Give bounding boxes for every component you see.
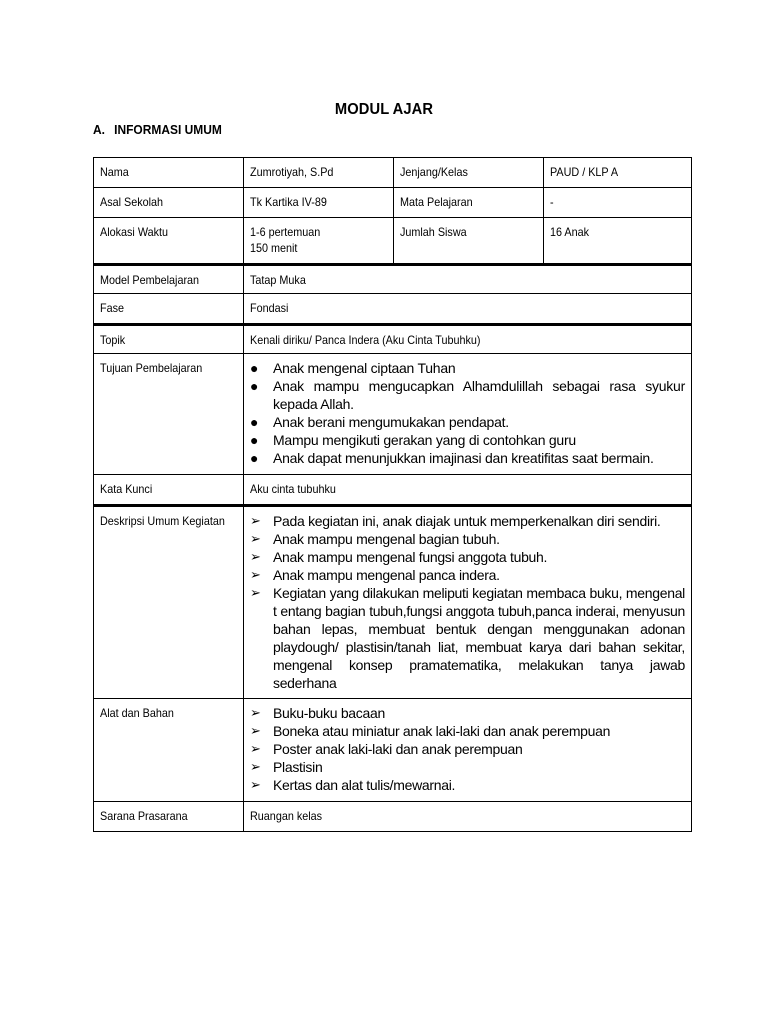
list-item: [250, 704, 685, 722]
label-cell: [94, 158, 243, 187]
list-item: [250, 359, 685, 377]
asal-label: Asal Sekolah: [100, 195, 164, 209]
alokasi-label: Alokasi Waktu: [100, 225, 169, 239]
list-item: [250, 566, 685, 584]
value-cell: [243, 158, 393, 187]
arrow-bullet-icon: ➢: [250, 723, 261, 738]
list-item-text: Pada kegiatan ini, anak diajak untuk memperkenalkan diri sendiri.: [273, 513, 661, 529]
list-item-text: Anak mengenal ciptaan Tuhan: [273, 360, 456, 376]
table-row: [93, 354, 692, 475]
table-row: [93, 324, 692, 354]
list-item-text: Plastisin: [273, 759, 323, 775]
alat-list: [250, 704, 685, 794]
model-label: Model Pembelajaran: [100, 273, 200, 287]
list-item-text: Anak mampu mengenal fungsi anggota tubuh.: [273, 549, 548, 565]
table-row: [93, 802, 692, 832]
value-cell: [243, 266, 691, 293]
list-item: [250, 530, 685, 548]
list-item-text: Buku-buku bacaan: [273, 705, 385, 721]
label-cell: [94, 354, 243, 474]
arrow-bullet-icon: ➢: [250, 567, 261, 582]
label-cell: [94, 475, 243, 504]
jumlah-label: Jumlah Siswa: [400, 225, 467, 239]
mapel-value: -: [550, 195, 554, 209]
table-row: [93, 475, 692, 505]
table-row: [93, 218, 692, 264]
asal-value: Tk Kartika IV-89: [250, 195, 327, 209]
arrow-bullet-icon: ➢: [250, 705, 261, 720]
label-cell: [393, 188, 543, 217]
nama-label: Nama: [100, 165, 129, 179]
arrow-bullet-icon: ➢: [250, 585, 261, 600]
table-row: [93, 294, 692, 324]
label-cell: [393, 218, 543, 263]
list-item-text: Anak berani mengumukakan pendapat.: [273, 414, 509, 430]
alokasi-value-line-2: 150 menit: [250, 241, 298, 255]
bullet-dot-icon: ●: [250, 414, 259, 430]
list-item-text: Kertas dan alat tulis/mewarnai.: [273, 777, 456, 793]
informasi-umum-table: [93, 157, 692, 832]
sarana-value: Ruangan kelas: [250, 809, 323, 823]
value-cell: [543, 158, 691, 187]
list-item: [250, 413, 685, 431]
section-heading-text: INFORMASI UMUM: [114, 122, 222, 137]
value-cell: [243, 294, 691, 323]
label-cell: [94, 507, 243, 698]
page-title: MODUL AJAR: [334, 101, 434, 118]
label-cell: [94, 218, 243, 263]
table-row: [93, 264, 692, 294]
label-cell: [94, 326, 243, 353]
value-cell: [243, 188, 393, 217]
value-cell: [243, 218, 393, 263]
value-cell: [543, 188, 691, 217]
list-item-text: Kegiatan yang dilakukan meliputi kegiatan membaca buku, mengenal t entang bagian tubuh,fungsi anggota tubuh,panca inderai, menyusun bahan lepas, membuat bentuk dengan menggunakan adonan playdough/ plastisin/tanah liat, membuat karya dari bahan sekitar, mengenal konsep pramatematika, melakukan tanya jawab sederhana: [273, 585, 685, 691]
arrow-bullet-icon: ➢: [250, 741, 261, 756]
value-cell: [243, 802, 691, 831]
mapel-label: Mata Pelajaran: [400, 195, 473, 209]
tujuan-list: [250, 359, 685, 467]
arrow-bullet-icon: ➢: [250, 531, 261, 546]
arrow-bullet-icon: ➢: [250, 777, 261, 792]
list-item-text: Anak dapat menunjukkan imajinasi dan kreatifitas saat bermain.: [273, 450, 654, 466]
list-item-text: Anak mampu mengenal bagian tubuh.: [273, 531, 500, 547]
value-cell: [543, 218, 691, 263]
arrow-bullet-icon: ➢: [250, 759, 261, 774]
nama-value: Zumrotiyah, S.Pd: [250, 165, 334, 179]
alokasi-value-line-1: 1-6 pertemuan: [250, 225, 321, 239]
kata-kunci-label: Kata Kunci: [100, 482, 153, 496]
sarana-label: Sarana Prasarana: [100, 809, 188, 823]
list-item-text: Mampu mengikuti gerakan yang di contohkan guru: [273, 432, 576, 448]
bullet-dot-icon: ●: [250, 360, 259, 376]
label-cell: [94, 266, 243, 293]
section-letter: A.: [93, 122, 105, 137]
fase-label: Fase: [100, 301, 125, 315]
value-cell: [243, 699, 691, 801]
model-value: Tatap Muka: [250, 273, 306, 287]
list-item: [250, 449, 685, 467]
table-row: [93, 188, 692, 218]
list-item-text: Boneka atau miniatur anak laki-laki dan anak perempuan: [273, 723, 611, 739]
jenjang-value: PAUD / KLP A: [550, 165, 619, 179]
list-item: [250, 431, 685, 449]
list-item: [250, 758, 685, 776]
list-item: [250, 740, 685, 758]
topik-label: Topik: [100, 333, 126, 347]
list-item-text: Anak mampu mengucapkan Alhamdulillah sebagai rasa syukur kepada Allah.: [273, 378, 685, 412]
list-item-text: Anak mampu mengenal panca indera.: [273, 567, 500, 583]
value-cell: [243, 475, 691, 504]
jenjang-label: Jenjang/Kelas: [400, 165, 468, 179]
bullet-dot-icon: ●: [250, 432, 259, 448]
label-cell: [94, 802, 243, 831]
table-row: [93, 505, 692, 699]
label-cell: [94, 699, 243, 801]
deskripsi-label: Deskripsi Umum Kegiatan: [100, 514, 225, 528]
list-item: [250, 722, 685, 740]
arrow-bullet-icon: ➢: [250, 549, 261, 564]
list-item: [250, 512, 685, 530]
value-cell: [243, 354, 691, 474]
topik-value: Kenali diriku/ Panca Indera (Aku Cinta Tubuhku): [250, 333, 481, 347]
bullet-dot-icon: ●: [250, 450, 259, 466]
label-cell: [393, 158, 543, 187]
list-item-text: Poster anak laki-laki dan anak perempuan: [273, 741, 523, 757]
value-cell: [243, 326, 691, 353]
list-item: [250, 548, 685, 566]
deskripsi-list: [250, 512, 685, 692]
list-item: [250, 776, 685, 794]
bullet-dot-icon: ●: [250, 378, 259, 394]
value-cell: [243, 507, 691, 698]
list-item: [250, 377, 685, 413]
section-heading: [93, 122, 222, 137]
table-row: [93, 157, 692, 188]
fase-value: Fondasi: [250, 301, 289, 315]
label-cell: [94, 294, 243, 323]
list-item: [250, 584, 685, 692]
jumlah-value: 16 Anak: [550, 225, 590, 239]
arrow-bullet-icon: ➢: [250, 513, 261, 528]
alat-label: Alat dan Bahan: [100, 706, 174, 720]
tujuan-label: Tujuan Pembelajaran: [100, 361, 203, 375]
kata-kunci-value: Aku cinta tubuhku: [250, 482, 336, 496]
label-cell: [94, 188, 243, 217]
table-row: [93, 699, 692, 802]
